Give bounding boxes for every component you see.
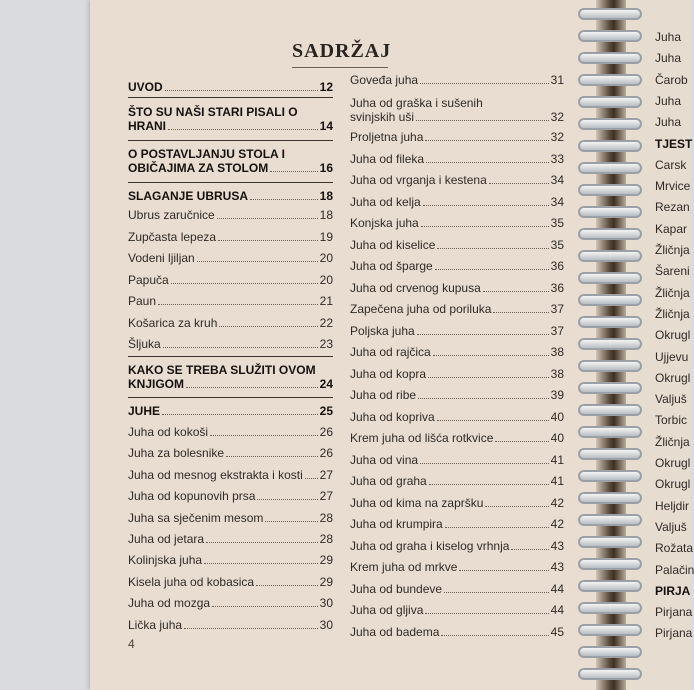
next-page-entry: Okrugl: [655, 456, 691, 470]
spiral-coil: [578, 316, 642, 328]
toc-entry: Juha od šparge 36: [350, 259, 564, 273]
divider: [128, 140, 333, 141]
next-page-entry: Torbic: [655, 413, 688, 428]
toc-entry: Juha od vrganja i kestena 34: [350, 173, 564, 187]
spiral-coil: [578, 96, 642, 108]
toc-entry: Juha od graha 41: [350, 474, 564, 488]
toc-entry: JUHE 25: [128, 404, 333, 418]
toc-entry: Juha od kelja 34: [350, 194, 564, 209]
toc-entry: Juha sa sječenim mesom 28: [128, 510, 333, 525]
spiral-coil: [578, 514, 642, 526]
spiral-coil: [578, 492, 642, 504]
next-page-entry: Čarob: [655, 72, 688, 87]
next-page-entry: Okrugl: [655, 328, 691, 343]
toc-entry: Paun 21: [128, 294, 333, 308]
toc-entry: Juha od graška i sušenih svinjskih uši 32: [350, 96, 564, 124]
toc-entry: Juha od fileka 33: [350, 151, 564, 166]
page-title: SADRŽAJ: [292, 40, 392, 62]
next-page-entry: Pirjana: [655, 605, 693, 620]
spiral-coil: [578, 624, 642, 636]
next-page-entry: Palačin: [655, 562, 694, 577]
toc-entry: Papuča 20: [128, 272, 333, 287]
next-page-entry: Heljdir: [655, 498, 690, 513]
toc-entry: Košarica za kruh 22: [128, 315, 333, 330]
next-page-entry: Kapar: [655, 221, 688, 236]
toc-entry: Juha od crvenog kupusa 36: [350, 280, 564, 295]
next-page-entry: TJEST: [655, 136, 693, 151]
toc-entry: UVOD 12: [128, 80, 333, 94]
toc-entry: Juha od kopriva 40: [350, 409, 564, 424]
next-page-entry: Okrugl: [655, 477, 691, 492]
next-page-entry: Žličnja: [655, 434, 690, 449]
next-page-entry: Žličnja: [655, 306, 690, 321]
spiral-coil: [578, 162, 642, 174]
next-page-entry: Okrugl: [655, 370, 691, 385]
spiral-coil: [578, 426, 642, 438]
next-page-entry: Juha: [655, 30, 682, 44]
toc-entry: Zupčasta lepeza 19: [128, 229, 333, 244]
spiral-coil: [578, 228, 642, 240]
next-page-entry: PIRJA: [655, 583, 691, 598]
toc-entry: Juha od kima na zapršku 42: [350, 495, 564, 510]
toc-entry: Juha od badema 45: [350, 624, 564, 639]
spiral-coil: [578, 404, 642, 416]
toc-entry: Juha od jetara 28: [128, 532, 333, 546]
toc-entry: Juha od gljiva 44: [350, 603, 564, 617]
spiral-coil: [578, 184, 642, 196]
next-page-entry: Ujjevu: [655, 349, 689, 364]
toc-entry: ŠTO SU NAŠI STARI PISALI O HRANI 14: [128, 105, 333, 133]
toc-entry: Juha od krumpira 42: [350, 517, 564, 531]
toc-entry: Juha od vina 41: [350, 452, 564, 467]
title-underline: [292, 67, 388, 68]
divider: [128, 397, 333, 398]
toc-entry: SLAGANJE UBRUSA 18: [128, 189, 333, 203]
spiral-coil: [578, 52, 642, 64]
toc-entry: Juha od kokoši 26: [128, 425, 333, 439]
toc-entry: Juha za bolesnike 26: [128, 446, 333, 461]
divider: [128, 97, 333, 98]
spiral-coil: [578, 294, 642, 306]
next-page-entry: Valjuš: [655, 392, 687, 407]
spiral-coil: [578, 272, 642, 284]
next-page-entry: Juha: [655, 93, 682, 108]
next-page-entry: Rožata: [655, 541, 694, 556]
next-page-entry: Šareni: [655, 264, 690, 279]
toc-entry: Ubrus zaručnice 18: [128, 208, 333, 222]
next-page-entry: Rezan: [655, 200, 690, 215]
toc-entry: Lička juha 30: [128, 617, 333, 632]
toc-entry: Šljuka 23: [128, 337, 333, 351]
next-page-entry: Žličnja: [655, 285, 690, 300]
spiral-coil: [578, 206, 642, 218]
next-page-entry: Valjuš: [655, 519, 687, 534]
spiral-coil: [578, 382, 642, 394]
spiral-coil: [578, 580, 642, 592]
spiral-coil: [578, 668, 642, 680]
toc-entry: Proljetna juha 32: [350, 130, 564, 144]
toc-entry: Juha od kopra 38: [350, 366, 564, 381]
spiral-coil: [578, 338, 642, 350]
toc-entry: Poljska juha 37: [350, 323, 564, 338]
toc-entry: Juha od rajčica 38: [350, 345, 564, 359]
toc-entry: Juha od kiselice 35: [350, 237, 564, 252]
next-page-entry: Mrvice: [655, 179, 691, 194]
toc-entry: Vodeni ljiljan 20: [128, 251, 333, 265]
spiral-coil: [578, 646, 642, 658]
next-page-entry: Carsk: [655, 157, 687, 172]
next-page-entry: Pirjana: [655, 626, 693, 641]
toc-entry: Juha od ribe 39: [350, 388, 564, 402]
toc-entry: Kisela juha od kobasica 29: [128, 574, 333, 589]
toc-entry: KAKO SE TREBA SLUŽITI OVOM KNJIGOM 24: [128, 363, 333, 391]
toc-entry: Juha od kopunovih prsa 27: [128, 489, 333, 504]
spiral-coil: [578, 30, 642, 42]
divider: [128, 356, 333, 357]
toc-entry: Krem juha od lišća rotkvice 40: [350, 431, 564, 445]
next-page-entry: Juha: [655, 51, 682, 66]
spiral-coil: [578, 118, 642, 130]
next-page-entry: Žličnja: [655, 243, 690, 257]
toc-entry: Krem juha od mrkve 43: [350, 560, 564, 574]
spiral-coil: [578, 470, 642, 482]
toc-entry: Zapečena juha od poriluka 37: [350, 302, 564, 316]
spiral-coil: [578, 536, 642, 548]
toc-entry: O POSTAVLJANJU STOLA I OBIČAJIMA ZA STOLOM 16: [128, 147, 333, 175]
toc-entry: Juha od mozga 30: [128, 596, 333, 611]
spiral-coil: [578, 8, 642, 20]
toc-entry: Juha od graha i kiselog vrhnja 43: [350, 538, 564, 553]
next-page-entry: Juha: [655, 115, 682, 130]
toc-entry: Juha od bundeve 44: [350, 581, 564, 596]
spiral-coil: [578, 602, 642, 614]
toc-entry: Goveđa juha 31: [350, 73, 564, 87]
spiral-coil: [578, 74, 642, 86]
spiral-coil: [578, 558, 642, 570]
toc-entry: Konjska juha 35: [350, 216, 564, 230]
page-number: 4: [128, 637, 135, 651]
spiral-coil: [578, 250, 642, 262]
toc-entry: Juha od mesnog ekstrakta i kosti 27: [128, 467, 333, 482]
spiral-coil: [578, 140, 642, 152]
toc-entry: Kolinjska juha 29: [128, 553, 333, 568]
spiral-coil: [578, 448, 642, 460]
spiral-coil: [578, 360, 642, 372]
divider: [128, 182, 333, 183]
